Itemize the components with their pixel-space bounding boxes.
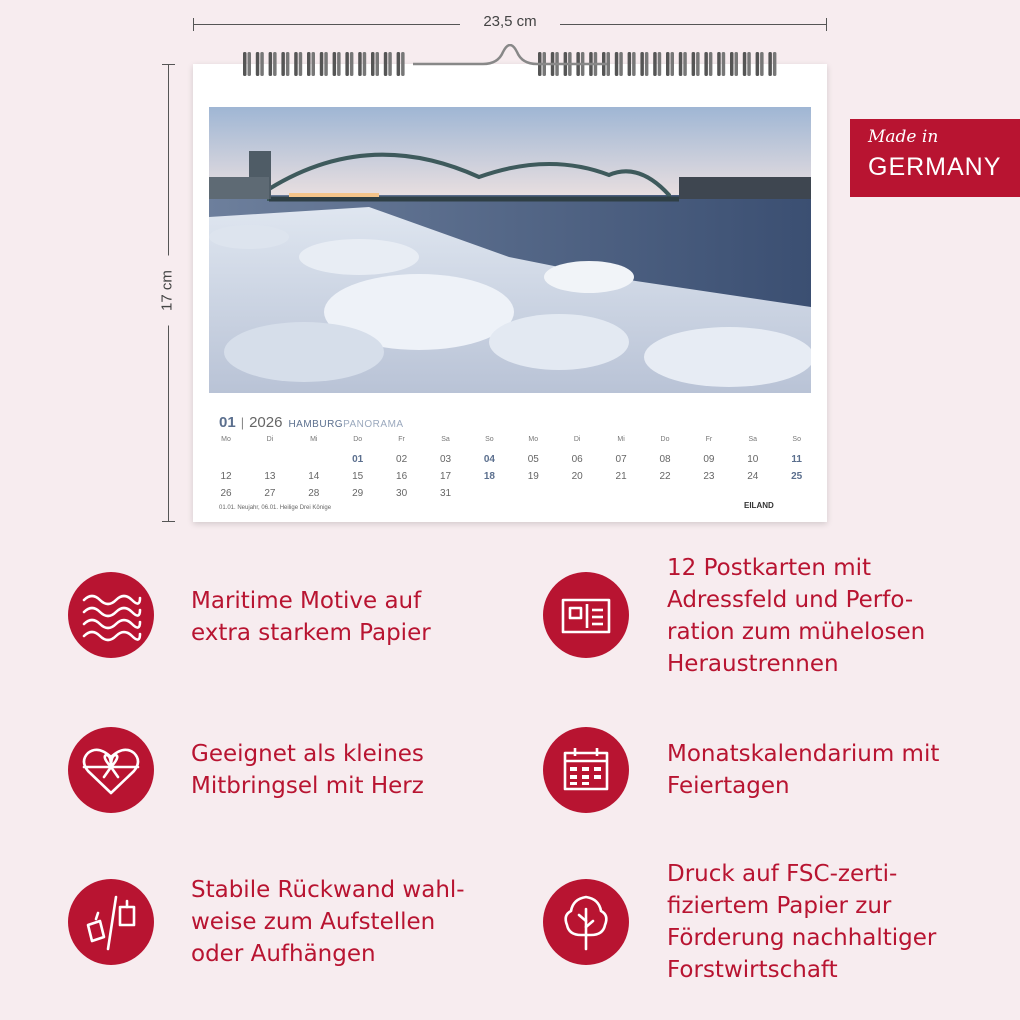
calendar-header [219, 414, 404, 432]
day-cell: 22 [659, 471, 671, 482]
day-cell: 30 [396, 488, 408, 499]
day-cell: 21 [615, 471, 627, 482]
day-cell: 07 [615, 454, 627, 465]
calendar-separator: | [240, 415, 245, 430]
badge-country: GERMANY [868, 153, 1002, 181]
calendar-holidays: 01.01. Neujahr, 06.01. Heilige Drei Könige [219, 505, 332, 511]
feature-text-postcards [667, 552, 925, 680]
day-cell: 24 [747, 471, 759, 482]
day-cell: 12 [220, 471, 232, 482]
feature-line: 12 Postkarten mit [667, 555, 872, 581]
feature-line: fiziertem Papier zur [667, 893, 892, 919]
stand-hang-icon [68, 879, 154, 965]
weekday-label: Di [573, 436, 581, 443]
feature-line: Feiertagen [667, 773, 790, 799]
weekday-label: So [485, 436, 494, 443]
feature-text-fsc [667, 858, 936, 986]
feature-line: Druck auf FSC-zerti- [667, 861, 898, 887]
made-in-germany-badge [850, 119, 1020, 197]
week-row [203, 471, 817, 488]
weekday-label: Mi [617, 436, 625, 443]
publisher-logo: EILAND [744, 501, 774, 510]
feature-line: weise zum Aufstellen [191, 909, 436, 935]
width-dimension-label: 23,5 cm [460, 13, 560, 30]
day-cell: 08 [659, 454, 671, 465]
weekday-label: Di [266, 436, 274, 443]
calendar-year: 2026 [249, 414, 283, 431]
day-cell: 26 [220, 488, 232, 499]
day-cell: 17 [439, 471, 452, 482]
heart-gift-icon [68, 727, 154, 813]
day-cell: 28 [308, 488, 320, 499]
calendar-photo-hamburg-bridge [209, 107, 811, 393]
feature-line: Maritime Motive auf [191, 588, 422, 614]
feature-line: Heraustrennen [667, 651, 839, 677]
weekday-label: Do [660, 436, 670, 443]
day-cell: 18 [483, 471, 495, 482]
day-cell: 14 [308, 471, 320, 482]
day-cell: 19 [527, 471, 539, 482]
day-cell: 16 [396, 471, 408, 482]
day-cell: 31 [439, 488, 452, 499]
weekday-label: Do [353, 436, 363, 443]
day-cell: 01 [352, 454, 364, 465]
feature-line: Forstwirtschaft [667, 957, 838, 983]
day-cell: 23 [703, 471, 715, 482]
day-cell: 03 [439, 454, 452, 465]
day-cell: 25 [791, 471, 803, 482]
feature-text-backboard [191, 874, 465, 970]
weekday-label: Mo [221, 436, 231, 443]
weekday-label: Sa [441, 436, 450, 443]
day-cell: 29 [352, 488, 364, 499]
day-cell: 05 [527, 454, 539, 465]
day-cell: 09 [703, 454, 715, 465]
day-cell: 15 [352, 471, 364, 482]
feature-line: Geeignet als kleines [191, 741, 424, 767]
day-cell: 02 [396, 454, 408, 465]
badge-made-in: Made in [868, 127, 939, 147]
day-cell: 06 [571, 454, 583, 465]
calendar-month: 01 [219, 414, 236, 431]
feature-line: Stabile Rückwand wahl- [191, 877, 465, 903]
day-cell: 13 [264, 471, 276, 482]
calendar-grid [203, 436, 817, 505]
week-row [203, 488, 817, 505]
day-cell: 11 [791, 454, 802, 465]
day-cell: 10 [747, 454, 759, 465]
day-cell: 04 [483, 454, 495, 465]
tree-icon [543, 879, 629, 965]
spiral-binding [193, 44, 827, 80]
weekday-row [203, 436, 817, 454]
feature-text-calendar [667, 738, 939, 802]
feature-text-maritime [191, 585, 431, 649]
day-cell: 27 [264, 488, 276, 499]
weekday-label: Fr [705, 436, 713, 443]
day-cell: 20 [571, 471, 583, 482]
weekday-label: Mi [310, 436, 318, 443]
weekday-label: Fr [398, 436, 405, 443]
feature-line: extra starkem Papier [191, 620, 431, 646]
weekday-label: Mo [528, 436, 539, 443]
calendar-product [193, 64, 827, 522]
weekday-label: Sa [748, 436, 758, 443]
feature-line: Mitbringsel mit Herz [191, 773, 424, 799]
feature-line: Förderung nachhaltiger [667, 925, 937, 951]
week-row [203, 454, 817, 471]
postcard-icon [543, 572, 629, 658]
feature-line: ration zum mühelosen [667, 619, 926, 645]
height-dimension-label: 17 cm [159, 256, 176, 326]
weekday-label: So [792, 436, 801, 443]
feature-text-gift [191, 738, 424, 802]
calendar-brand-primary: HAMBURG [288, 419, 344, 430]
calendar-icon [543, 727, 629, 813]
waves-icon [68, 572, 154, 658]
calendar-brand-secondary: PANORAMA [343, 419, 404, 430]
feature-line: oder Aufhängen [191, 941, 376, 967]
feature-line: Adressfeld und Perfo- [667, 587, 914, 613]
feature-line: Monatskalendarium mit [667, 741, 940, 767]
